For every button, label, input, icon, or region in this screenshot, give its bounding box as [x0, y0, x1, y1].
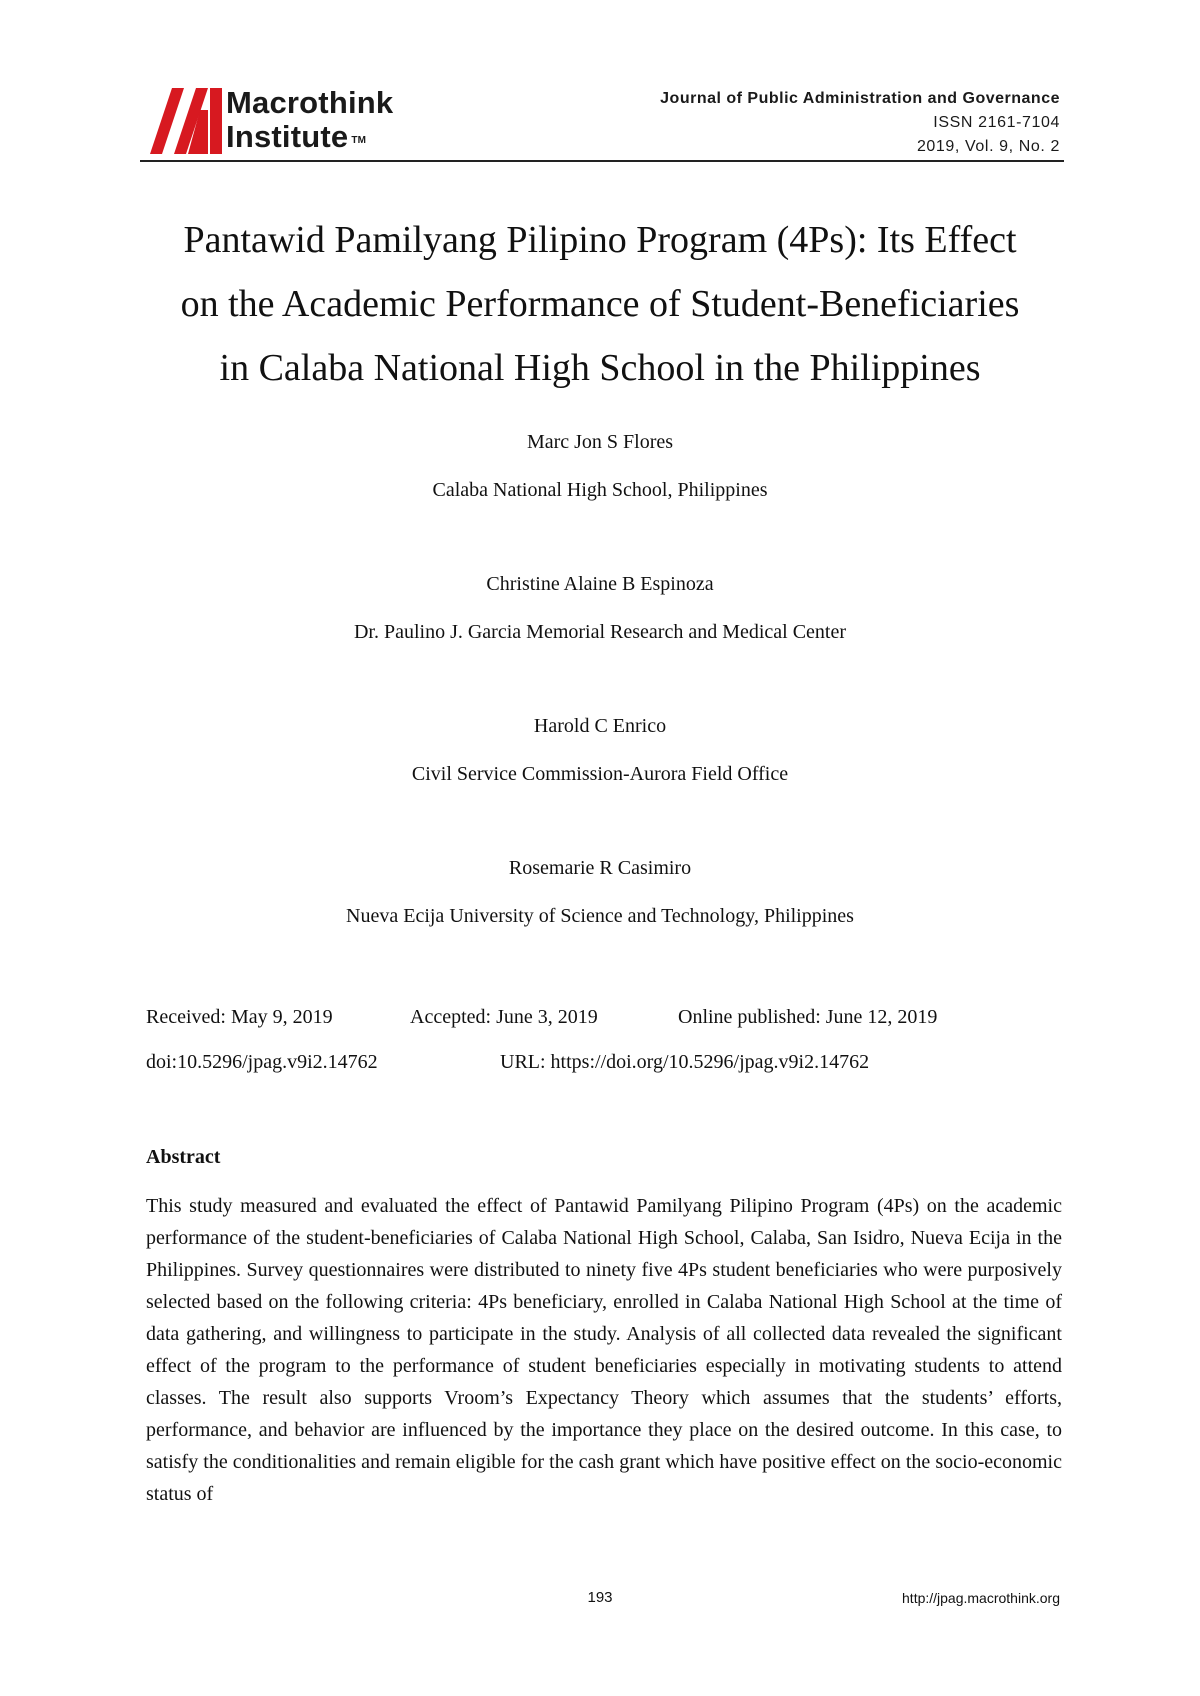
author-affiliation: Calaba National High School, Philippines: [432, 479, 768, 501]
journal-meta: [660, 87, 1060, 159]
doi: doi:10.5296/jpag.v9i2.14762: [146, 1051, 378, 1073]
logo-trademark: TM: [351, 135, 367, 146]
title-line-1: Pantawid Pamilyang Pilipino Program (4Ps): Its Effect: [183, 219, 1017, 261]
abstract-text: This study measured and evaluated the effect of Pantawid Pamilyang Pilipino Program (4Ps) on the academic performance of the student-beneficiaries of Calaba National High School, Calaba, San Isidro, Nueva Ecija in the Philippines. Survey questionnaires were distributed to ninety five 4Ps student beneficiaries who were purposively selected based on the following criteria: 4Ps beneficiary, enrolled in Calaba National High School at the time of data gathering, and willingness to participate in the study. Analysis of all collected data revealed the significant effect of the program to the performance of student beneficiaries especially in motivating students to attend classes. The result also supports Vroom’s Expectancy Theory which assumes that the students’ efforts, performance, and behavior are influenced by the importance they place on the desired outcome. In this case, to satisfy the conditionalities and remain eligible for the cash grant which have positive effect on the socio-economic status of: [146, 1195, 1062, 1505]
accepted-date: Accepted: June 3, 2019: [410, 1006, 598, 1028]
journal-name: Journal of Public Administration and Governance: [660, 90, 1060, 107]
page-number: 193: [587, 1589, 613, 1606]
publisher-logo: [150, 85, 460, 156]
macrothink-logo-icon: [150, 88, 222, 154]
journal-issue: 2019, Vol. 9, No. 2: [916, 138, 1060, 155]
author-name: Christine Alaine B Espinoza: [486, 573, 714, 595]
author-affiliation: Nueva Ecija University of Science and Technology, Philippines: [346, 905, 854, 927]
logo-line-1: Macrothink: [226, 85, 394, 120]
paper-title: [100, 208, 1100, 400]
title-line-2: on the Academic Performance of Student-Beneficiaries: [180, 283, 1020, 325]
author-name: Marc Jon S Flores: [526, 431, 674, 453]
publication-dates: [146, 1002, 937, 1032]
journal-issn: ISSN 2161-7104: [933, 114, 1060, 131]
doi-line: [146, 1047, 869, 1077]
logo-line-2: Institute: [226, 119, 349, 154]
author-entry: [100, 428, 1100, 570]
title-line-3: in Calaba National High School in the Philippines: [219, 347, 981, 389]
author-entry: [100, 712, 1100, 854]
author-entry: [100, 854, 1100, 996]
published-date: Online published: June 12, 2019: [678, 1006, 938, 1028]
author-entry: [100, 570, 1100, 712]
author-list: [100, 428, 1100, 996]
doi-url-link[interactable]: URL: https://doi.org/10.5296/jpag.v9i2.14762: [500, 1051, 870, 1073]
author-affiliation: Dr. Paulino J. Garcia Memorial Research and Medical Center: [353, 621, 847, 643]
header-divider: [140, 160, 1064, 162]
logo-wordmark: [226, 86, 393, 154]
journal-url-link[interactable]: http://jpag.macrothink.org: [902, 1590, 1060, 1606]
abstract-heading: Abstract: [146, 1146, 221, 1168]
received-date: Received: May 9, 2019: [146, 1006, 333, 1028]
author-name: Rosemarie R Casimiro: [508, 857, 692, 879]
author-affiliation: Civil Service Commission-Aurora Field Office: [411, 763, 789, 785]
author-name: Harold C Enrico: [533, 715, 667, 737]
